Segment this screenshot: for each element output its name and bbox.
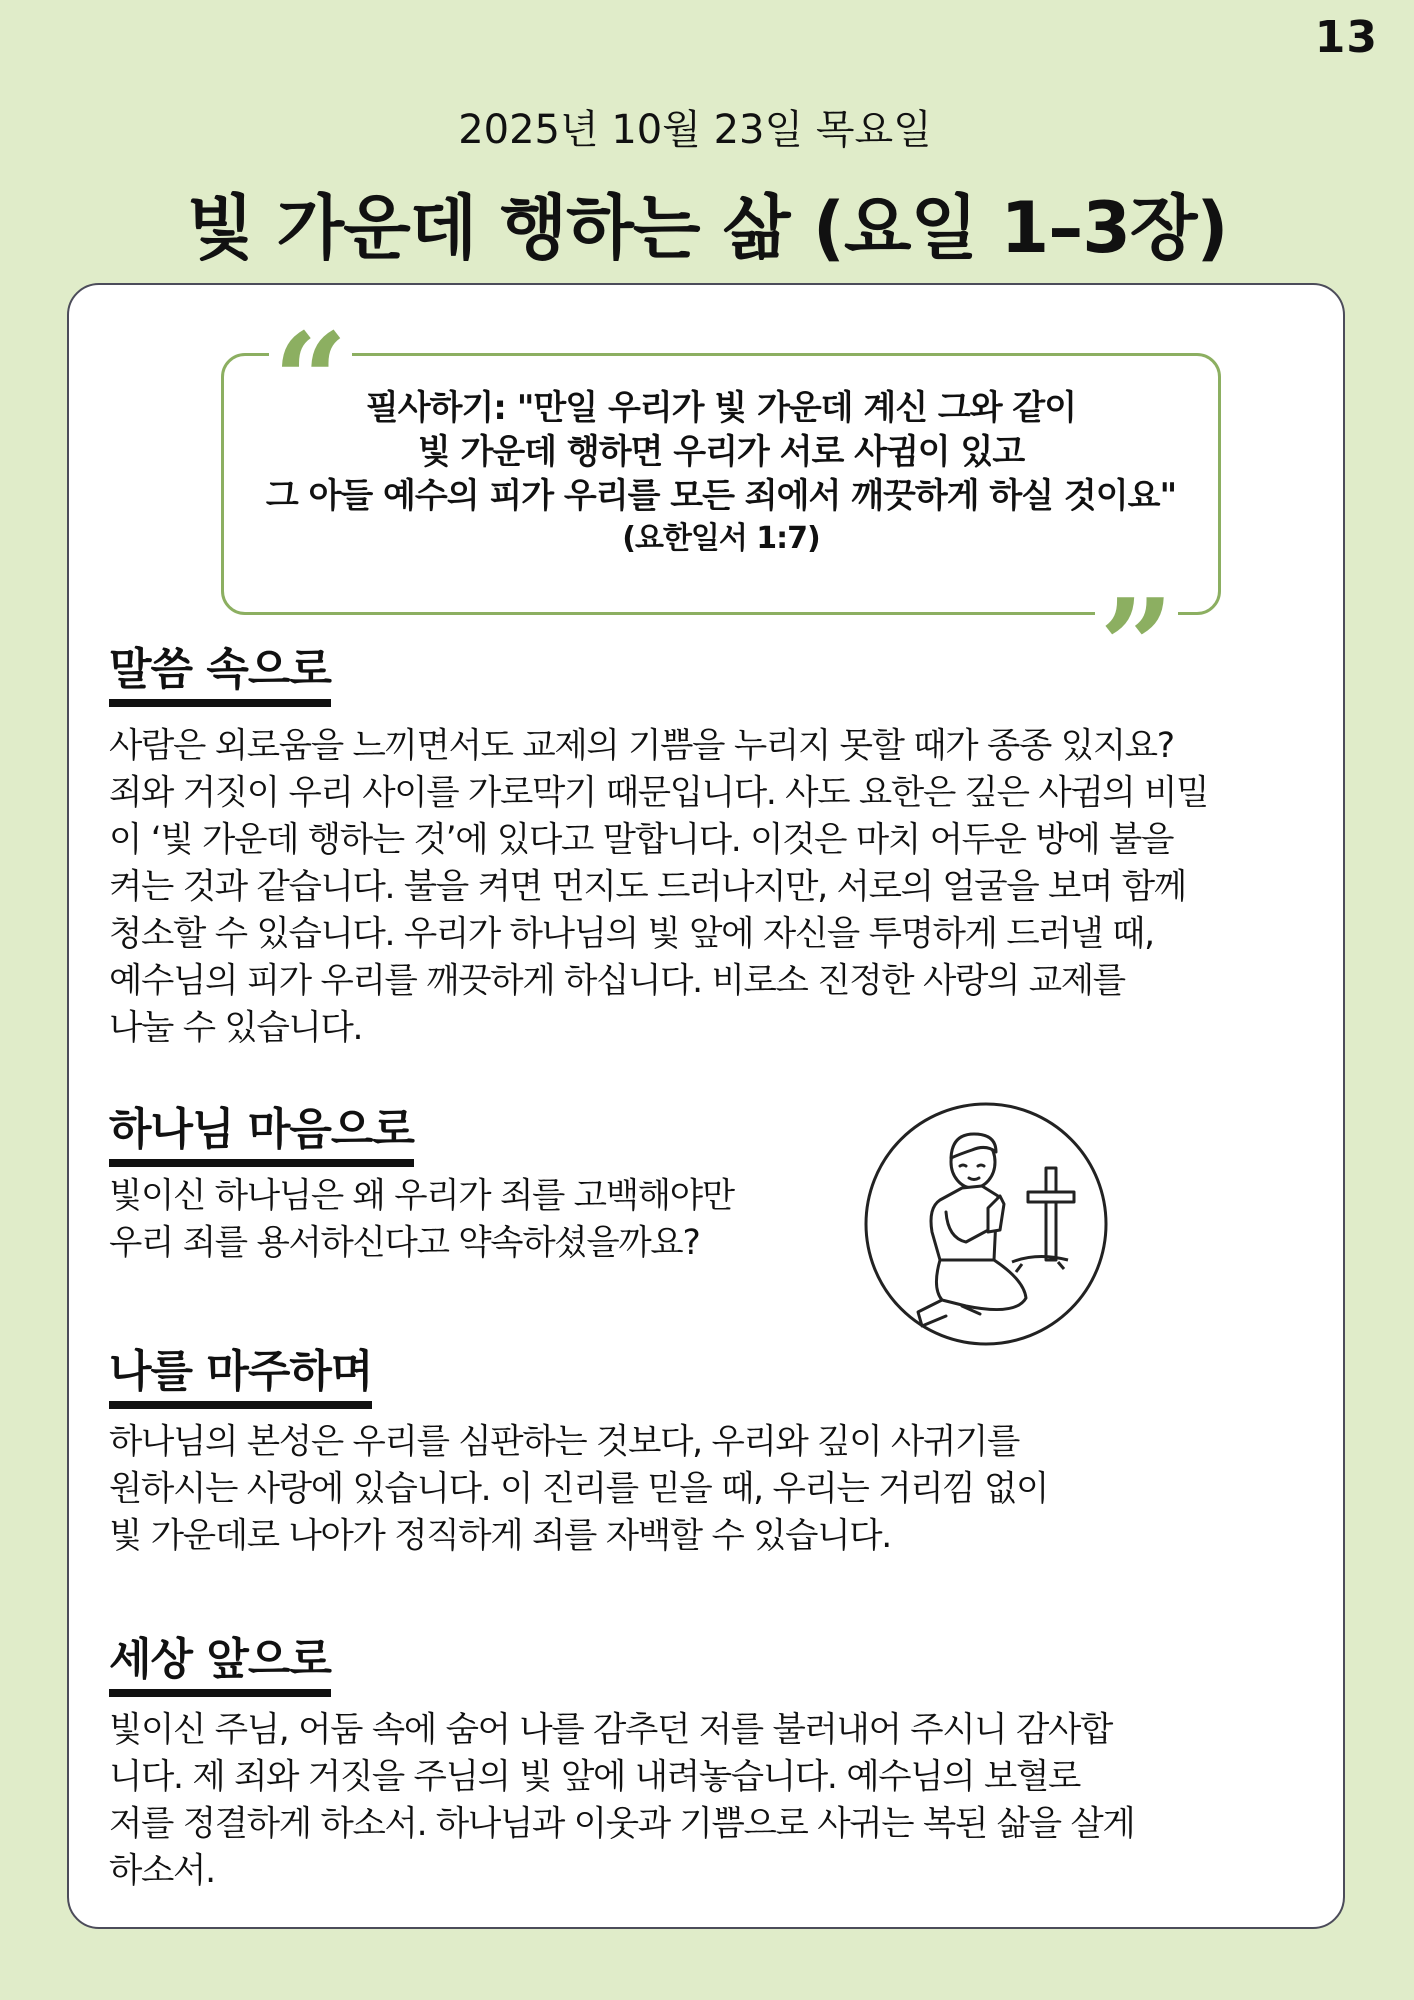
body-line: 저를 정결하게 하소서. 하나님과 이웃과 기쁨으로 사귀는 복된 삶을 살게	[109, 1804, 1135, 1844]
page-title: 빛 가운데 행하는 삶 (요일 1–3장)	[186, 187, 1228, 269]
body-line: 죄와 거짓이 우리 사이를 가로막기 때문입니다. 사도 요한은 깊은 사귐의 비밀	[109, 773, 1209, 813]
section-heading-heart: 하나님 마음으로	[109, 1093, 414, 1167]
close-quote-icon: ”	[1095, 582, 1178, 662]
scripture-quote-box	[221, 304, 1221, 723]
body-line: 빛이신 하나님은 왜 우리가 죄를 고백해야만	[109, 1176, 734, 1216]
body-line: 빛이신 주님, 어둠 속에 숨어 나를 감추던 저를 불러내어 주시니 감사합	[109, 1710, 1113, 1750]
body-line: 사람은 외로움을 느끼면서도 교제의 기쁨을 누리지 못할 때가 종종 있지요?	[109, 726, 1174, 766]
content-card	[67, 283, 1345, 1929]
body-line: 원하시는 사랑에 있습니다. 이 진리를 믿을 때, 우리는 거리낌 없이	[109, 1469, 1049, 1509]
section-body-heart	[109, 1173, 734, 1267]
body-line: 하나님의 본성은 우리를 심판하는 것보다, 우리와 깊이 사귀기를	[109, 1422, 1020, 1462]
page-number: 13	[1314, 12, 1378, 63]
quote-line: 빛 가운데 행하면 우리가 서로 사귐이 있고	[417, 432, 1025, 473]
quote-line: 필사하기: "만일 우리가 빛 가운데 계신 그와 같이	[365, 388, 1077, 428]
body-line: 하소서.	[109, 1851, 215, 1891]
body-line: 예수님의 피가 우리를 깨끗하게 하십니다. 비로소 진정한 사랑의 교제를	[109, 961, 1125, 1001]
section-heading-world: 세상 앞으로	[109, 1623, 331, 1697]
body-line: 나눌 수 있습니다.	[109, 1008, 363, 1048]
body-line: 켜는 것과 같습니다. 불을 켜면 먼지도 드러나지만, 서로의 얼굴을 보며 함께	[109, 867, 1186, 907]
open-quote-icon: “	[269, 316, 352, 386]
section-heading-face: 나를 마주하며	[109, 1335, 372, 1409]
scripture-quote	[224, 386, 1218, 558]
quote-line: 그 아들 예수의 피가 우리를 모든 죄에서 깨끗하게 하실 것이요"	[265, 476, 1177, 517]
section-body-face	[109, 1419, 1048, 1560]
quote-reference: (요한일서 1:7)	[622, 520, 820, 556]
body-line: 우리 죄를 용서하신다고 약속하셨을까요?	[109, 1223, 700, 1263]
body-line: 니다. 제 죄와 거짓을 주님의 빛 앞에 내려놓습니다. 예수님의 보혈로	[109, 1757, 1081, 1797]
section-heading-word: 말씀 속으로	[109, 633, 331, 707]
body-line: 청소할 수 있습니다. 우리가 하나님의 빛 앞에 자신을 투명하게 드러낼 때,	[109, 914, 1154, 954]
section-body-word	[109, 723, 1208, 1052]
date-line: 2025년 10월 23일 목요일	[458, 107, 932, 153]
section-body-world	[109, 1707, 1134, 1895]
praying-man-with-cross-icon	[862, 1100, 1110, 1348]
body-line: 이 ‘빛 가운데 행하는 것’에 있다고 말합니다. 이것은 마치 어두운 방에 불을	[109, 820, 1174, 860]
body-line: 빛 가운데로 나아가 정직하게 죄를 자백할 수 있습니다.	[109, 1516, 891, 1556]
